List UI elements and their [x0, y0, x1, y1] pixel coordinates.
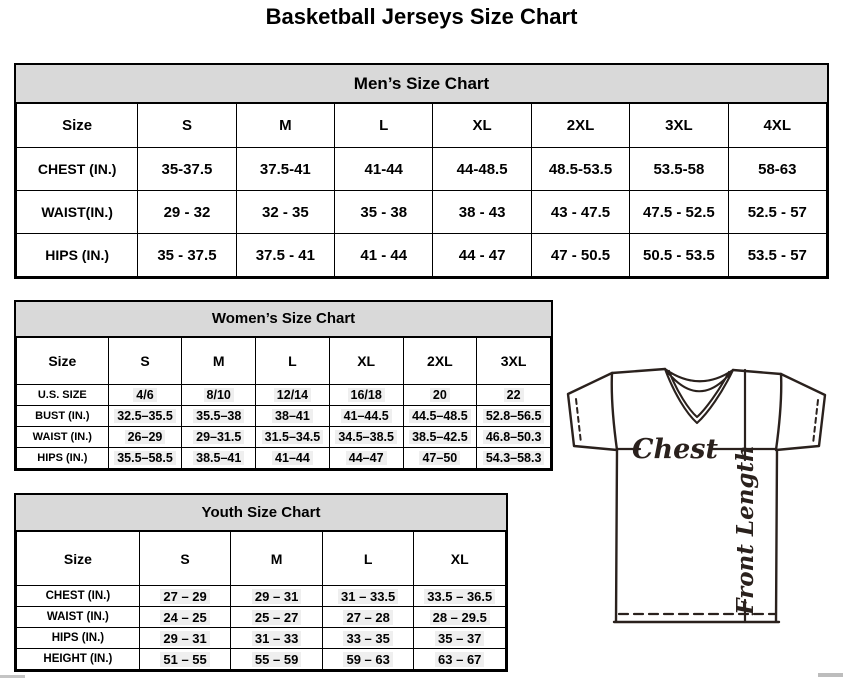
- mens-table-grid: [16, 103, 827, 277]
- value-cell: [477, 427, 551, 448]
- value-cell: [630, 148, 728, 191]
- row-label-cell: WAIST(IN.): [17, 191, 138, 234]
- value-cell: [138, 191, 236, 234]
- value-cell: [182, 448, 256, 469]
- value-text: 38.5–42.5: [409, 430, 471, 444]
- value-text: 52.5 - 57: [747, 203, 807, 221]
- value-text: 29 – 31: [252, 589, 301, 604]
- front-length-label: Front Length: [732, 445, 759, 615]
- value-text: 35 - 37.5: [157, 246, 217, 264]
- value-text: 26–29: [125, 430, 166, 444]
- value-cell: [322, 586, 414, 607]
- size-header-cell: S: [108, 338, 182, 385]
- value-cell: [477, 406, 551, 427]
- size-table: [16, 337, 551, 469]
- value-text: 27 – 29: [160, 589, 209, 604]
- womens-table-title: Women’s Size Chart: [16, 302, 551, 337]
- value-text: 16/18: [348, 388, 385, 402]
- womens-size-chart-table: [14, 300, 553, 471]
- scrollbar-fragment-left[interactable]: [0, 675, 25, 678]
- value-text: 55 – 59: [252, 652, 301, 667]
- size-header-row: [17, 532, 506, 586]
- youth-table-grid: [16, 531, 506, 670]
- value-text: 12/14: [274, 388, 311, 402]
- size-header-row: [17, 338, 551, 385]
- size-corner-cell: Size: [17, 338, 109, 385]
- value-text: 54.3–58.3: [483, 451, 545, 465]
- table-row: [17, 607, 506, 628]
- value-cell: [322, 607, 414, 628]
- value-text: 32 - 35: [261, 203, 309, 221]
- size-corner-cell: Size: [17, 104, 138, 148]
- value-text: 47–50: [419, 451, 460, 465]
- size-header-cell: M: [236, 104, 334, 148]
- value-cell: [108, 385, 182, 406]
- youth-table-title: Youth Size Chart: [16, 495, 506, 531]
- value-cell: [531, 148, 629, 191]
- value-cell: [414, 607, 506, 628]
- size-corner-cell: Size: [17, 532, 140, 586]
- youth-size-chart-table: [14, 493, 508, 672]
- row-label-cell: HIPS (IN.): [17, 628, 140, 649]
- size-header-cell: L: [335, 104, 433, 148]
- value-text: 38–41: [272, 409, 313, 423]
- value-cell: [630, 234, 728, 277]
- value-text: 34.5–38.5: [335, 430, 397, 444]
- size-header-cell: 3XL: [477, 338, 551, 385]
- value-cell: [138, 148, 236, 191]
- table-row: [17, 427, 551, 448]
- value-cell: [182, 385, 256, 406]
- value-cell: [531, 234, 629, 277]
- row-label-cell: CHEST (IN.): [17, 148, 138, 191]
- value-cell: [236, 234, 334, 277]
- row-label-cell: BUST (IN.): [17, 406, 109, 427]
- value-text: 25 – 27: [252, 610, 301, 625]
- value-cell: [403, 427, 477, 448]
- row-label-cell: U.S. SIZE: [17, 385, 109, 406]
- value-cell: [236, 148, 334, 191]
- value-text: 31 – 33: [252, 631, 301, 646]
- value-text: 31 – 33.5: [338, 589, 398, 604]
- value-text: 29–31.5: [193, 430, 244, 444]
- scrollbar-fragment-right[interactable]: [818, 673, 843, 677]
- value-text: 41-44: [364, 160, 403, 178]
- table-row: [17, 385, 551, 406]
- row-label-cell: HIPS (IN.): [17, 448, 109, 469]
- value-text: 51 – 55: [160, 652, 209, 667]
- size-header-cell: XL: [329, 338, 403, 385]
- value-cell: [433, 148, 531, 191]
- value-cell: [182, 406, 256, 427]
- value-text: 8/10: [204, 388, 234, 402]
- value-text: 53.5 - 57: [747, 246, 807, 264]
- value-cell: [139, 607, 231, 628]
- value-text: 35 - 38: [360, 203, 408, 221]
- value-cell: [231, 649, 323, 670]
- value-cell: [329, 448, 403, 469]
- womens-table-grid: [16, 337, 551, 469]
- size-header-cell: S: [139, 532, 231, 586]
- value-text: 32.5–35.5: [114, 409, 176, 423]
- value-text: 28 – 29.5: [430, 610, 490, 625]
- value-text: 47 - 50.5: [550, 246, 611, 264]
- table-row: [17, 586, 506, 607]
- value-text: 35-37.5: [161, 160, 213, 178]
- value-text: 59 – 63: [343, 652, 392, 667]
- page-title: Basketball Jerseys Size Chart: [265, 4, 578, 29]
- value-cell: [630, 191, 728, 234]
- value-text: 44-48.5: [456, 160, 508, 178]
- value-cell: [433, 234, 531, 277]
- value-text: 44.5–48.5: [409, 409, 471, 423]
- value-cell: [531, 191, 629, 234]
- mens-table-title: Men’s Size Chart: [16, 65, 827, 103]
- jersey-collar: [665, 369, 733, 423]
- table-row: [17, 406, 551, 427]
- value-cell: [335, 148, 433, 191]
- value-text: 47.5 - 52.5: [643, 203, 715, 221]
- value-cell: [236, 191, 334, 234]
- value-cell: [329, 406, 403, 427]
- value-text: 27 – 28: [343, 610, 392, 625]
- value-cell: [728, 234, 826, 277]
- value-text: 31.5–34.5: [262, 430, 324, 444]
- value-cell: [138, 234, 236, 277]
- table-row: [17, 191, 827, 234]
- value-cell: [414, 649, 506, 670]
- value-cell: [256, 385, 330, 406]
- value-cell: [231, 586, 323, 607]
- size-header-cell: M: [231, 532, 323, 586]
- value-text: 35.5–38: [193, 409, 244, 423]
- chest-label: Chest: [632, 434, 718, 465]
- value-cell: [108, 448, 182, 469]
- size-header-cell: M: [182, 338, 256, 385]
- value-cell: [329, 385, 403, 406]
- jersey-cuff-stitch-right: [813, 400, 818, 444]
- value-cell: [322, 649, 414, 670]
- value-text: 53.5-58: [653, 160, 705, 178]
- value-cell: [231, 607, 323, 628]
- value-text: 48.5-53.5: [548, 160, 613, 178]
- value-text: 22: [504, 388, 524, 402]
- size-table: [16, 531, 506, 670]
- value-text: 38.5–41: [193, 451, 244, 465]
- value-text: 52.8–56.5: [483, 409, 545, 423]
- jersey-left-sleeve: [568, 373, 617, 450]
- value-cell: [182, 427, 256, 448]
- value-cell: [403, 448, 477, 469]
- table-row: [17, 448, 551, 469]
- value-text: 4/6: [133, 388, 156, 402]
- value-cell: [414, 628, 506, 649]
- size-header-cell: L: [256, 338, 330, 385]
- row-label-cell: WAIST (IN.): [17, 427, 109, 448]
- mens-size-chart-table: [14, 63, 829, 279]
- value-cell: [335, 234, 433, 277]
- row-label-cell: CHEST (IN.): [17, 586, 140, 607]
- value-cell: [139, 586, 231, 607]
- jersey-shoulders: [612, 369, 781, 374]
- value-text: 41–44.5: [341, 409, 392, 423]
- value-cell: [139, 649, 231, 670]
- value-cell: [256, 427, 330, 448]
- jersey-cuff-stitch-left: [576, 399, 581, 443]
- value-text: 24 – 25: [160, 610, 209, 625]
- value-text: 58-63: [758, 160, 797, 178]
- table-row: [17, 234, 827, 277]
- value-cell: [256, 448, 330, 469]
- size-header-cell: 2XL: [403, 338, 477, 385]
- value-cell: [477, 385, 551, 406]
- value-text: 37.5-41: [259, 160, 311, 178]
- value-cell: [335, 191, 433, 234]
- value-text: 29 - 32: [163, 203, 211, 221]
- table-row: [17, 148, 827, 191]
- value-cell: [139, 628, 231, 649]
- value-text: 63 – 67: [435, 652, 484, 667]
- size-header-cell: XL: [414, 532, 506, 586]
- size-header-cell: 4XL: [728, 104, 826, 148]
- value-text: 44 - 47: [458, 246, 506, 264]
- value-cell: [477, 448, 551, 469]
- table-row: [17, 628, 506, 649]
- value-text: 35 – 37: [435, 631, 484, 646]
- jersey-measurement-diagram: [556, 357, 838, 635]
- size-header-cell: XL: [433, 104, 531, 148]
- value-text: 43 - 47.5: [550, 203, 611, 221]
- value-cell: [256, 406, 330, 427]
- value-cell: [728, 148, 826, 191]
- size-table: [16, 103, 827, 277]
- value-cell: [108, 427, 182, 448]
- value-cell: [433, 191, 531, 234]
- size-header-cell: L: [322, 532, 414, 586]
- value-cell: [231, 628, 323, 649]
- value-cell: [322, 628, 414, 649]
- table-row: [17, 649, 506, 670]
- value-text: 46.8–50.3: [483, 430, 545, 444]
- value-text: 33 – 35: [343, 631, 392, 646]
- size-header-row: [17, 104, 827, 148]
- value-text: 41–44: [272, 451, 313, 465]
- value-cell: [108, 406, 182, 427]
- value-text: 33.5 – 36.5: [424, 589, 495, 604]
- row-label-cell: HEIGHT (IN.): [17, 649, 140, 670]
- jersey-right-sleeve: [776, 374, 825, 450]
- value-text: 35.5–58.5: [114, 451, 176, 465]
- row-label-cell: WAIST (IN.): [17, 607, 140, 628]
- value-cell: [403, 385, 477, 406]
- size-header-cell: 3XL: [630, 104, 728, 148]
- value-cell: [403, 406, 477, 427]
- size-header-cell: 2XL: [531, 104, 629, 148]
- value-cell: [329, 427, 403, 448]
- size-header-cell: S: [138, 104, 236, 148]
- value-text: 20: [430, 388, 450, 402]
- value-cell: [728, 191, 826, 234]
- value-text: 38 - 43: [458, 203, 506, 221]
- value-text: 50.5 - 53.5: [643, 246, 715, 264]
- value-text: 41 - 44: [360, 246, 408, 264]
- row-label-cell: HIPS (IN.): [17, 234, 138, 277]
- value-text: 37.5 - 41: [255, 246, 315, 264]
- value-text: 29 – 31: [160, 631, 209, 646]
- value-text: 44–47: [346, 451, 387, 465]
- value-cell: [414, 586, 506, 607]
